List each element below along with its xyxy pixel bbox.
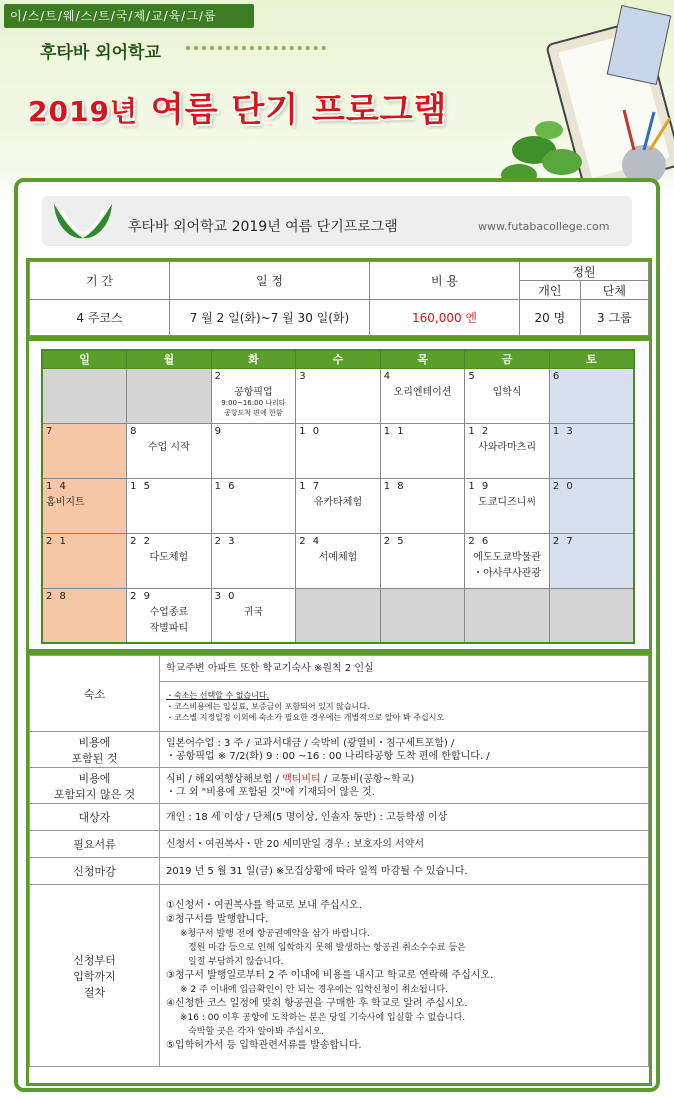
calendar-day-cell	[211, 368, 296, 423]
period-value: 4 주코스	[30, 300, 170, 336]
day-event: 작별파티	[149, 622, 189, 634]
excluded-line: ・그 외 "비용에 포함된 것"에 기재되어 않은 것.	[166, 786, 375, 798]
lodging-notes	[160, 682, 649, 732]
calendar-day-cell	[465, 588, 550, 643]
included-label-line: 비용에	[78, 735, 111, 749]
calendar-day-cell	[42, 423, 127, 478]
process-note: 일절 부담하지 않습니다.	[188, 956, 284, 967]
process-label-line: 절차	[83, 985, 106, 999]
target-value: 개인 : 18 세 이상 / 단체(5 명이상, 인솔자 동반) : 고등학생 이상	[160, 804, 649, 831]
day-number: 1 6	[214, 480, 237, 492]
calendar-week-row	[42, 533, 634, 588]
day-number: 1 4	[46, 480, 68, 492]
calendar-day-cell	[549, 533, 634, 588]
calendar-day-cell	[549, 368, 634, 423]
day-number: 1 5	[130, 480, 152, 492]
day-number: 2 0	[552, 480, 575, 492]
day-event: 입학식	[492, 386, 522, 398]
calendar-day-cell	[42, 478, 127, 533]
cost-header: 비 용	[370, 262, 520, 300]
calendar-day-cell	[127, 533, 212, 588]
day-event: 도쿄디즈니씨	[478, 496, 537, 508]
process-label-line: 입학까지	[73, 969, 116, 983]
july-calendar	[41, 349, 635, 644]
schedule-value: 7 월 2 일(화)~7 월 30 일(화)	[170, 300, 370, 336]
day-event-note: 9:00~16:00 나리타	[221, 398, 286, 407]
day-number: 6	[552, 370, 562, 382]
day-number: 2 6	[468, 535, 491, 547]
lodging-note: ・코스비용에는 입실료, 보증금이 포함되어 있지 않습니다.	[166, 702, 370, 711]
day-number: 9	[214, 425, 223, 437]
leaf-logo-icon	[50, 200, 116, 242]
target-label: 대상자	[30, 804, 160, 831]
excluded-line	[166, 773, 642, 786]
excluded-label-line: 포함되지 않은 것	[53, 787, 136, 801]
weekday-header: 일	[42, 350, 127, 368]
included-label	[30, 732, 160, 768]
calendar-day-cell	[127, 478, 212, 533]
day-event: 수업 시작	[147, 441, 190, 453]
group-tagline: 이/스/트/웨/스/트/국/제/교/육/그/룹	[4, 4, 254, 28]
calendar-week-row	[42, 588, 634, 643]
calendar-day-cell	[296, 423, 381, 478]
weekday-header: 금	[465, 350, 550, 368]
day-event: 수업종료	[149, 606, 189, 618]
included-label-line: 포함된 것	[71, 751, 118, 765]
weekday-header: 월	[127, 350, 212, 368]
day-number: 2 8	[46, 590, 68, 602]
day-event: 공항픽업	[234, 386, 273, 398]
activity-highlight: 액티비티	[282, 773, 321, 785]
calendar-day-cell	[211, 478, 296, 533]
process-step: ②청구서를 발행합니다.	[166, 913, 269, 925]
calendar-day-cell	[42, 533, 127, 588]
dotted-divider	[186, 46, 326, 50]
title-year: 2019년	[28, 95, 138, 128]
individual-value: 20 명	[520, 300, 581, 336]
calendar-day-cell	[296, 533, 381, 588]
calendar-day-cell	[380, 423, 465, 478]
day-number: 2 1	[46, 535, 68, 547]
weekday-header: 수	[296, 350, 381, 368]
calendar-day-cell	[296, 478, 381, 533]
day-number: 5	[468, 370, 477, 382]
day-number: 1 0	[299, 425, 322, 437]
deadline-label: 신청마감	[30, 858, 160, 885]
day-event: 에도도쿄박물관	[473, 551, 541, 563]
included-line: ・공항픽업 ※ 7/2(화) 9 : 00 ~16 : 00 나리타공항 도착 편에 한합니다. /	[166, 750, 490, 762]
process-step: ④신청한 코스 일정에 맞춰 항공권을 구매한 후 학교로 알려 주십시오.	[166, 997, 468, 1009]
day-event: 다도체험	[149, 551, 189, 563]
included-line: 일본어수업 : 3 주 / 교과서대금 / 숙박비 (광열비・침구세트포함) /	[166, 737, 455, 749]
calendar-day-cell	[549, 423, 634, 478]
process-steps	[160, 885, 649, 1067]
day-number: 2 5	[383, 535, 406, 547]
calendar-panel	[26, 338, 652, 652]
day-number: 4	[383, 370, 393, 382]
individual-header: 개인	[520, 281, 581, 300]
day-event: 홈비지트	[46, 496, 85, 508]
details-panel	[26, 652, 652, 1086]
calendar-day-cell	[127, 368, 212, 423]
schedule-header: 일 정	[170, 262, 370, 300]
deadline-value: 2019 년 5 월 31 일(금) ※모집상황에 따라 일찍 마감될 수 있습니다.	[160, 858, 649, 885]
calendar-day-cell	[549, 478, 634, 533]
calendar-day-cell	[211, 423, 296, 478]
excluded-text: 식비 / 해외여행상해보험 /	[166, 773, 279, 785]
day-number: 3 0	[214, 590, 237, 602]
day-number: 1 3	[552, 425, 575, 437]
process-label	[30, 885, 160, 1067]
calendar-day-cell	[465, 533, 550, 588]
process-note: ※16 : 00 이후 공항에 도착하는 분은 당일 기숙사에 입실할 수 없습니다.	[180, 1012, 466, 1023]
group-header: 단체	[580, 281, 648, 300]
process-step: ⑤입학허가서 등 입학관련서류를 발송합니다.	[166, 1039, 362, 1051]
process-note: 정원 마감 등으로 인해 입학하지 못해 발생하는 항공권 취소수수료 등은	[188, 942, 466, 953]
calendar-day-cell	[465, 423, 550, 478]
process-step: ③청구서 발행일로부터 2 주 이내에 비용를 내시고 학교로 연락해 주십시오.	[166, 969, 494, 981]
weekday-header: 토	[549, 350, 634, 368]
process-note: ※청구서 발행 전에 항공권예약을 삼가 바랍니다.	[180, 928, 370, 939]
process-step: ①신청서・여권복사를 학교로 보내 주십시오.	[166, 899, 362, 911]
banner-title: 후타바 외어학교 2019년 여름 단기프로그램	[128, 219, 398, 235]
day-number: 8	[130, 425, 139, 437]
calendar-day-cell	[211, 588, 296, 643]
school-name: 후타바 외어학교	[40, 43, 161, 63]
excluded-costs	[160, 768, 649, 804]
calendar-day-cell	[127, 423, 212, 478]
day-event: 귀국	[243, 606, 264, 618]
day-number: 1 7	[299, 480, 322, 492]
excluded-label	[30, 768, 160, 804]
calendar-week-row	[42, 478, 634, 533]
calendar-day-cell	[465, 368, 550, 423]
day-number: 2 7	[552, 535, 575, 547]
day-number: 1 1	[383, 425, 406, 437]
day-number: 1 2	[468, 425, 491, 437]
website-url: www.futabacollege.com	[478, 220, 610, 233]
day-number: 1 9	[468, 480, 491, 492]
day-number: 1 8	[383, 480, 406, 492]
day-event-note: 공항도착 편에 한함	[224, 408, 283, 417]
notebook-plant-illustration	[474, 0, 674, 200]
title-text: 여름 단기 프로그램	[150, 90, 448, 130]
group-value: 3 그룹	[580, 300, 648, 336]
lodging-note: ・코스별 지정일정 이외에 숙소가 필요한 경우에는 개별적으로 알아 봐 주십시오	[166, 713, 445, 722]
calendar-day-cell	[42, 368, 127, 423]
calendar-day-cell	[42, 588, 127, 643]
day-event: 오리엔테이션	[393, 386, 452, 398]
day-event: ・아사쿠사관광	[473, 567, 542, 579]
day-number: 7	[46, 425, 55, 437]
period-header: 기 간	[30, 262, 170, 300]
included-costs	[160, 732, 649, 768]
day-event: 유카타체험	[313, 496, 363, 508]
day-number: 2 3	[214, 535, 237, 547]
lodging-label: 숙소	[30, 656, 160, 732]
docs-value: 신청서・여권복사・만 20 세미만일 경우 : 보호자의 서약서	[160, 831, 649, 858]
calendar-day-cell	[296, 368, 381, 423]
calendar-day-cell	[211, 533, 296, 588]
day-event: 서예체험	[318, 551, 358, 563]
calendar-week-row	[42, 368, 634, 423]
weekday-header: 화	[211, 350, 296, 368]
page-title	[28, 82, 447, 131]
excluded-text: / 교통비(공항~학교)	[323, 773, 415, 785]
process-note: ※ 2 주 이내에 입금확인이 안 되는 경우에는 입학신청이 취소됩니다.	[180, 984, 448, 995]
day-number: 2 2	[130, 535, 152, 547]
calendar-day-cell	[380, 588, 465, 643]
lodging-note: ・숙소는 선택할 수 없습니다.	[166, 691, 270, 700]
excluded-label-line: 비용에	[78, 771, 111, 785]
day-number: 2 4	[299, 535, 322, 547]
calendar-week-row	[42, 423, 634, 478]
lodging-main: 학교주변 아파트 또한 학교기숙사 ※원칙 2 인실	[160, 656, 649, 682]
cost-value: 160,000 엔	[370, 300, 520, 336]
weekday-header: 목	[380, 350, 465, 368]
calendar-day-cell	[465, 478, 550, 533]
calendar-day-cell	[296, 588, 381, 643]
day-number: 2	[214, 370, 223, 382]
capacity-header: 정원	[520, 262, 649, 281]
calendar-day-cell	[380, 368, 465, 423]
calendar-day-cell	[380, 533, 465, 588]
docs-label: 필요서류	[30, 831, 160, 858]
process-note: 숙박할 곳은 각자 알아봐 주십시오.	[188, 1026, 325, 1037]
calendar-day-cell	[127, 588, 212, 643]
calendar-day-cell	[549, 588, 634, 643]
day-number: 3	[299, 370, 308, 382]
calendar-day-cell	[380, 478, 465, 533]
day-number: 2 9	[130, 590, 152, 602]
program-info-table	[26, 258, 652, 339]
process-label-line: 신청부터	[73, 953, 116, 967]
day-event: 사와라마츠리	[478, 441, 537, 453]
